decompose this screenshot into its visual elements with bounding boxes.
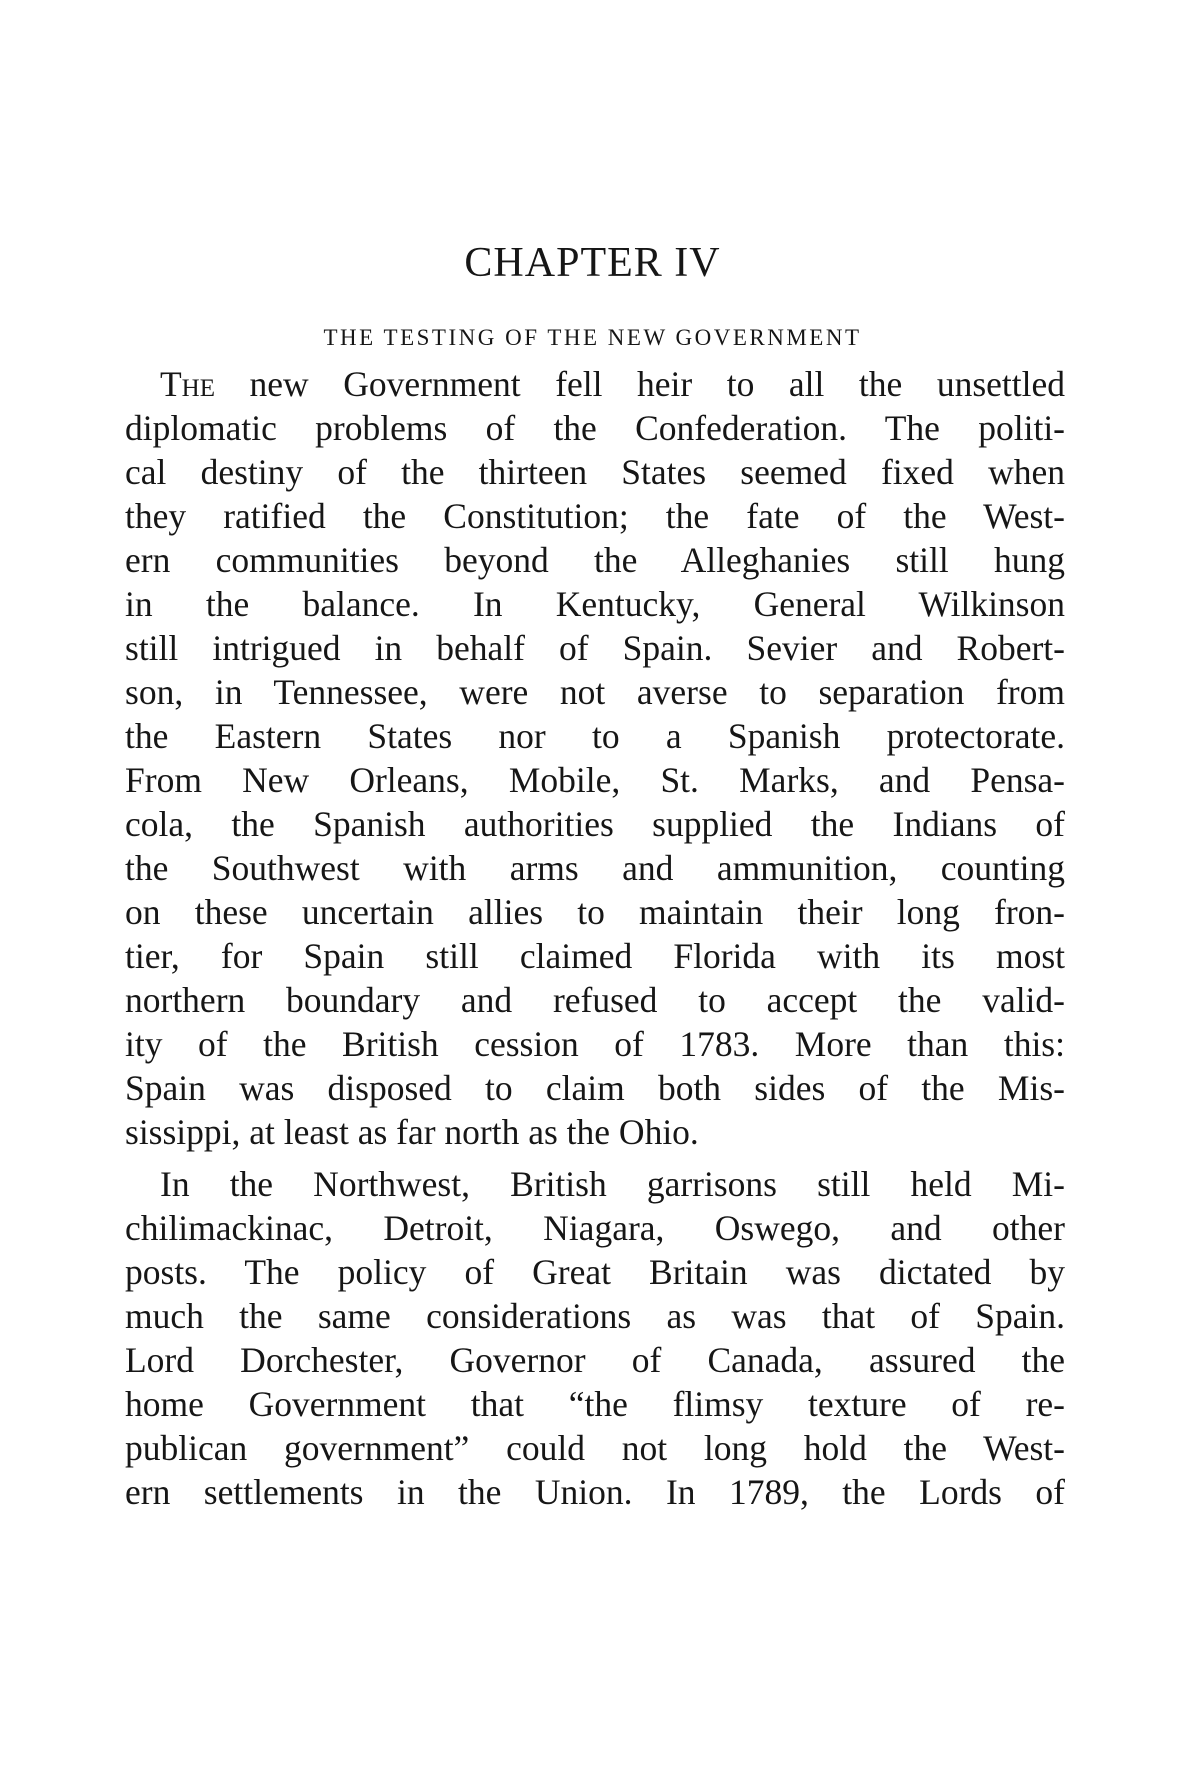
- paragraph-1-line-9: the Eastern States nor to a Spanish protectorate.: [125, 716, 1065, 756]
- paragraph-1-line-7: still intrigued in behalf of Spain. Sevier and Robert-: [125, 628, 1065, 668]
- paragraph-1-line-16: ity of the British cession of 1783. More than this:: [125, 1024, 1065, 1064]
- line-text: new Government fell heir to all the unsettled: [215, 364, 1065, 404]
- paragraph-1-line-1: [160, 362, 1065, 406]
- paragraph-2-line-6: home Government that “the flimsy texture of re-: [125, 1384, 1065, 1424]
- paragraph-1-line-10: From New Orleans, Mobile, St. Marks, and Pensa-: [125, 760, 1065, 800]
- paragraph-1-line-14: tier, for Spain still claimed Florida with its most: [125, 936, 1065, 976]
- paragraph-2-line-7: publican government” could not long hold the West-: [125, 1428, 1065, 1468]
- chapter-title: CHAPTER IV: [464, 240, 721, 286]
- paragraph-1-line-15: northern boundary and refused to accept the valid-: [125, 980, 1065, 1020]
- paragraph-1-line-17: Spain was disposed to claim both sides of the Mis-: [125, 1068, 1065, 1108]
- paragraph-1-line-13: on these uncertain allies to maintain their long fron-: [125, 892, 1065, 932]
- paragraph-1-line-3: cal destiny of the thirteen States seemed fixed when: [125, 452, 1065, 492]
- paragraph-1-line-2: diplomatic problems of the Confederation. The politi-: [125, 408, 1065, 448]
- chapter-subtitle: THE TESTING OF THE NEW GOVERNMENT: [323, 325, 862, 350]
- paragraph-1-line-18: sissippi, at least as far north as the Ohio.: [125, 1112, 699, 1152]
- paragraph-1-line-12: the Southwest with arms and ammunition, counting: [125, 848, 1065, 888]
- paragraph-2-line-5: Lord Dorchester, Governor of Canada, assured the: [125, 1340, 1065, 1380]
- paragraph-1-line-11: cola, the Spanish authorities supplied the Indians of: [125, 804, 1065, 844]
- paragraph-2-line-4: much the same considerations as was that of Spain.: [125, 1296, 1065, 1336]
- paragraph-2-line-1: In the Northwest, British garrisons still held Mi-: [160, 1164, 1065, 1204]
- paragraph-1-line-8: son, in Tennessee, were not averse to separation from: [125, 672, 1065, 712]
- paragraph-1-line-5: ern communities beyond the Alleghanies still hung: [125, 540, 1065, 580]
- paragraph-2-line-8: ern settlements in the Union. In 1789, the Lords of: [125, 1472, 1065, 1512]
- paragraph-2-line-3: posts. The policy of Great Britain was dictated by: [125, 1252, 1065, 1292]
- paragraph-1-line-6: in the balance. In Kentucky, General Wilkinson: [125, 584, 1065, 624]
- paragraph-2-line-2: chilimackinac, Detroit, Niagara, Oswego, and other: [125, 1208, 1065, 1248]
- drop-word: The: [160, 364, 216, 404]
- paragraph-1-line-4: they ratified the Constitution; the fate of the West-: [125, 496, 1065, 536]
